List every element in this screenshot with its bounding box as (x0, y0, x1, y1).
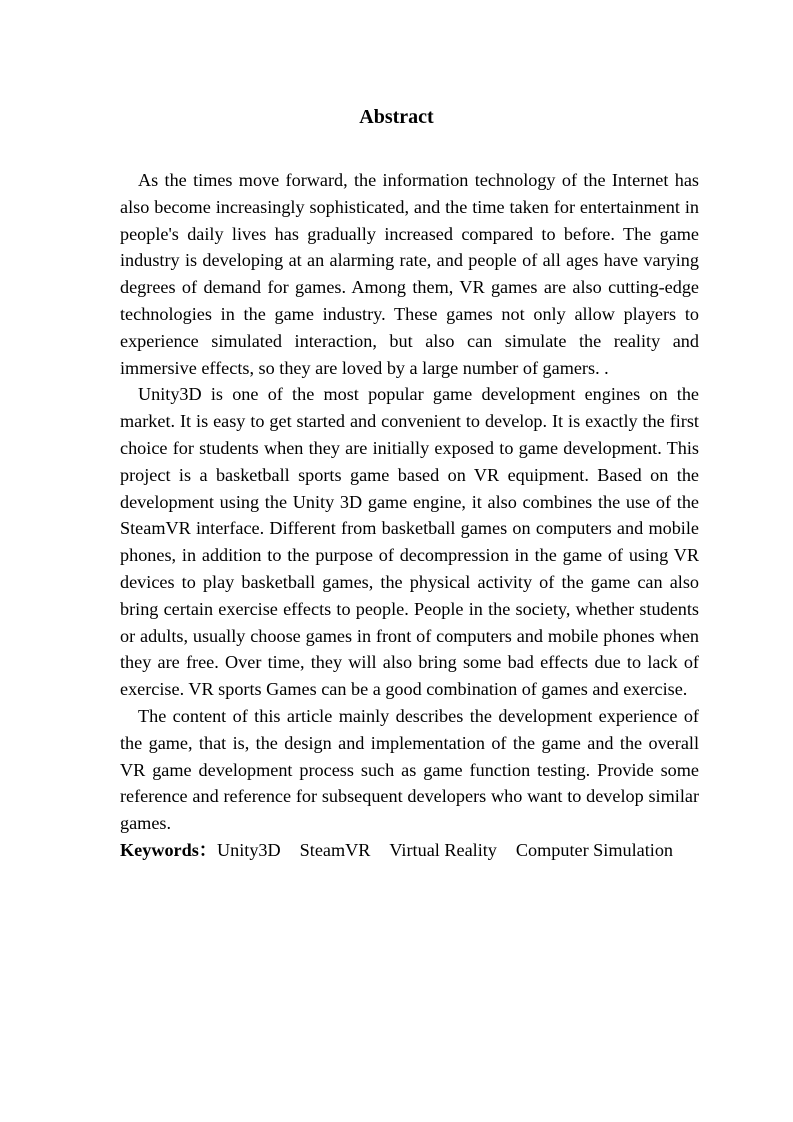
keyword-steamvr: SteamVR (299, 839, 371, 860)
keyword-virtual-reality: Virtual Reality (389, 839, 497, 860)
keywords-line (120, 837, 699, 864)
abstract-paragraph-3: The content of this article mainly describes the development experience of the game, that is, the design and implementation of the game and the overall VR game development process such as game function testing. Provide some reference and reference for subsequent developers who want to develop similar games. (120, 705, 699, 834)
keyword-unity3d: Unity3D (217, 839, 281, 860)
keyword-computer-simulation: Computer Simulation (515, 839, 674, 860)
abstract-paragraph-1: As the times move forward, the information technology of the Internet has also become increasingly sophisticated, and the time taken for entertainment in people's daily lives has gradually increased compared to before. The game industry is developing at an alarming rate, and people of all ages have varying degrees of demand for games. Among them, VR games are also cutting-edge technologies in the game industry. These games not only allow players to experience simulated interaction, but also can simulate the reality and immersive effects, so they are loved by a large number of gamers. . (120, 170, 699, 378)
keywords-label: Keywords： (120, 839, 217, 860)
abstract-paragraph-2: Unity3D is one of the most popular game development engines on the market. It is easy to get started and convenient to develop. It is exactly the first choice for students when they are initially exposed to game development. This project is a basketball sports game based on VR equipment. Based on the development using the Unity 3D game engine, it also combines the use of the SteamVR interface. Different from basketball games on computers and mobile phones, in addition to the purpose of decompression in the game of using VR devices to play basketball games, the physical activity of the game can also bring certain exercise effects to people. People in the society, whether students or adults, usually choose games in front of computers and mobile phones when they are free. Over time, they will also bring some bad effects due to lack of exercise. VR sports Games can be a good combination of games and exercise. (120, 384, 699, 700)
abstract-body (120, 167, 699, 864)
abstract-title: Abstract (359, 106, 434, 128)
